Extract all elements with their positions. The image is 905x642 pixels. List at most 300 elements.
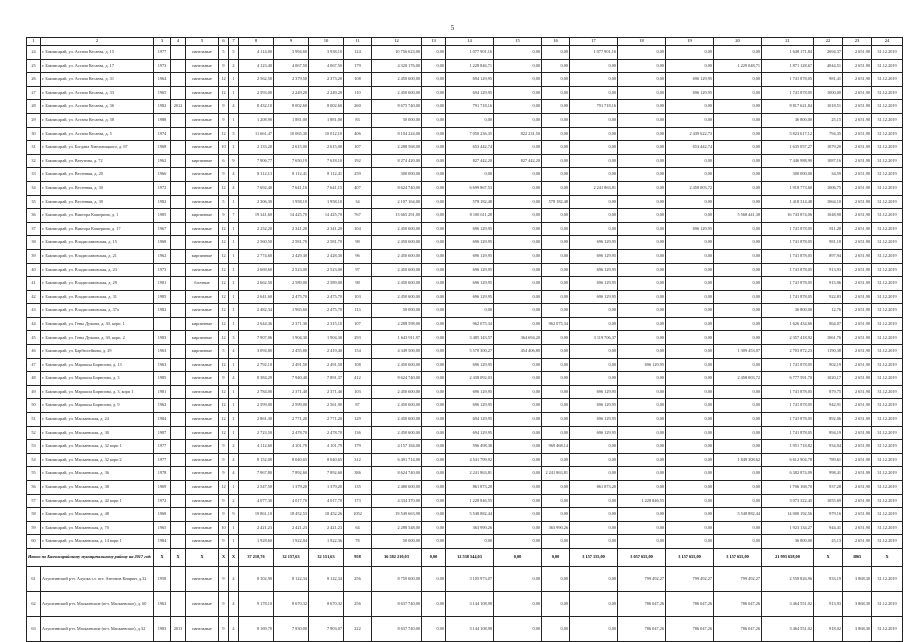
address-cell: г. Бакчисарай, ул. Астана Кесаева, д. 15 [41, 46, 154, 60]
table-cell: 0,00 [618, 86, 666, 100]
table-cell: 0,00 [422, 46, 446, 60]
table-cell: 0,00 [714, 426, 762, 440]
table-cell: 10 065,30 [274, 127, 309, 141]
table-cell: 933,19 [814, 566, 843, 591]
table-cell: 9 [219, 467, 229, 481]
table-cell: 0,00 [494, 385, 542, 399]
table-cell: 897,94 [814, 249, 843, 263]
table-cell: 8 104 224,00 [372, 127, 422, 141]
subtotal-cell: 958 [344, 548, 372, 566]
table-cell: 3 994,60 [274, 46, 309, 60]
table-row [27, 508, 903, 522]
table-cell: 2 288 598,00 [372, 317, 422, 331]
table-cell: 1 [229, 304, 239, 318]
table-cell: 0,00 [570, 222, 618, 236]
table-cell [171, 222, 186, 236]
table-cell: 2 450 600,00 [372, 413, 422, 427]
column-number-cell: 16 [542, 38, 570, 46]
table-cell: 1 706 168,70 [762, 481, 814, 495]
table-cell: 0,00 [494, 481, 542, 495]
table-cell: 1 [229, 317, 239, 331]
table-cell: 0,00 [422, 113, 446, 127]
table-cell: 0,00 [494, 317, 542, 331]
table-cell: 0,00 [494, 263, 542, 277]
table-cell: 0,00 [714, 481, 762, 495]
table-cell: панельные [186, 591, 219, 616]
column-number-row [27, 38, 903, 46]
table-cell: 913,93 [814, 263, 843, 277]
table-row [27, 399, 903, 413]
table-cell: 25 [27, 59, 41, 73]
table-cell: 694 129,95 [446, 73, 494, 87]
table-cell: 934,94 [814, 440, 843, 454]
table-cell: 1018,51 [814, 100, 843, 114]
table-cell: 0,00 [542, 616, 570, 641]
table-cell: 2 723,50 [239, 426, 274, 440]
table-cell: 0,00 [542, 358, 570, 372]
table-cell: 6 612 904,78 [762, 453, 814, 467]
table-cell: 1962 [154, 249, 171, 263]
table-cell: 0,00 [666, 345, 714, 359]
table-cell: 2 371,40 [274, 385, 309, 399]
table-cell: 11 661,47 [239, 127, 274, 141]
table-cell: 0,00 [714, 195, 762, 209]
table-cell: 0,00 [542, 222, 570, 236]
column-number-cell: 11 [344, 38, 372, 46]
table-cell: 107 [344, 317, 372, 331]
table-cell: 0,00 [618, 521, 666, 535]
table-cell: 1 922,04 [274, 535, 309, 549]
table-cell [171, 535, 186, 549]
table-cell: 1 871 128,67 [762, 59, 814, 73]
column-number-cell: 2 [41, 38, 154, 46]
table-cell: 12 [219, 127, 229, 141]
table-cell: 0,00 [714, 385, 762, 399]
address-cell: г. Бакчисарай, ул. Маскаевская, д. 70 [41, 521, 154, 535]
table-cell: 0,00 [570, 154, 618, 168]
table-cell: 1985 [154, 372, 171, 386]
table-cell: 3 144 108,98 [446, 616, 494, 641]
table-cell [171, 440, 186, 454]
table-cell: 2 599,00 [239, 399, 274, 413]
table-cell: панельные [186, 566, 219, 591]
table-cell: 31.12.2019 [872, 426, 903, 440]
table-cell: 412 [344, 372, 372, 386]
table-cell: панельные [186, 521, 219, 535]
table-cell: 0,00 [422, 73, 446, 87]
table-cell: 998,41 [814, 467, 843, 481]
table-row [27, 616, 903, 641]
table-cell: 28 [27, 100, 41, 114]
table-cell: 0,00 [714, 168, 762, 182]
table-cell: 2 450 600,00 [372, 236, 422, 250]
table-cell: 4 [229, 100, 239, 114]
table-cell: 2 241 863,81 [570, 181, 618, 195]
table-cell: 0,00 [542, 399, 570, 413]
table-cell: 2 458 003,72 [666, 181, 714, 195]
table-cell: 1 741 878,05 [762, 413, 814, 427]
table-cell: 259 [344, 168, 372, 182]
table-cell: 0,00 [714, 249, 762, 263]
table-cell: 879,75 [814, 385, 843, 399]
table-cell: 1 229 048,71 [714, 59, 762, 73]
table-cell: 8 637 740,00 [372, 616, 422, 641]
table-cell: 1972 [154, 181, 171, 195]
table-cell: 10 756 623,00 [372, 46, 422, 60]
table-cell: 12 [219, 385, 229, 399]
table-cell: 2 450 600,00 [372, 358, 422, 372]
table-cell: 0,00 [542, 372, 570, 386]
table-cell: 0,00 [618, 331, 666, 345]
table-cell: 0,00 [494, 46, 542, 60]
address-cell: г. Бакчисарай, ул. Владиславовская, д. 15 [41, 236, 154, 250]
table-cell: 0,00 [494, 304, 542, 318]
table-cell: 1 928,60 [239, 535, 274, 549]
table-cell: 1 923 134,27 [762, 521, 814, 535]
table-cell: 0,00 [618, 508, 666, 522]
table-cell: 0,00 [422, 168, 446, 182]
table-cell: 9 [219, 591, 229, 616]
table-cell: 0,00 [542, 304, 570, 318]
column-number-cell: 21 [762, 38, 814, 46]
table-cell: 35 [27, 195, 41, 209]
address-cell: г. Бакчисарай, ул. Владиславовская, д. 21 [41, 249, 154, 263]
table-cell: 2 651,90 [843, 168, 872, 182]
table-cell: 0,00 [422, 372, 446, 386]
table-cell: 0,00 [714, 467, 762, 481]
table-cell: 12 [219, 236, 229, 250]
table-cell: 2 475,70 [309, 304, 344, 318]
table-cell: 2 651,90 [843, 494, 872, 508]
table-cell: 16 743 874,06 [762, 209, 814, 223]
table-cell: 0,00 [542, 168, 570, 182]
table-cell: 2 651,90 [843, 317, 872, 331]
table-cell: 3 868,30 [843, 616, 872, 641]
table-cell: 2 651,90 [843, 453, 872, 467]
table-cell: 31.12.2019 [872, 277, 903, 291]
table-cell: 696 129,95 [446, 290, 494, 304]
table-cell: 0,00 [666, 426, 714, 440]
table-cell: 2 429,30 [274, 249, 309, 263]
table-cell: 37 [27, 222, 41, 236]
table-cell: 8 675 740,00 [372, 100, 422, 114]
table-cell: панельные [186, 304, 219, 318]
table-cell: 31.12.2019 [872, 154, 903, 168]
table-cell: 9 [219, 535, 229, 549]
table-cell: 300 000,00 [762, 168, 814, 182]
table-cell: 0,00 [666, 249, 714, 263]
table-cell: 0,00 [666, 521, 714, 535]
table-cell: 78 [344, 535, 372, 549]
address-cell: г. Бакчисарай, ул. Владиславовская, д. 29 [41, 277, 154, 291]
table-cell: 8 002,60 [309, 100, 344, 114]
table-cell: 6 382 874,09 [762, 467, 814, 481]
table-cell: 0,00 [618, 209, 666, 223]
table-cell: 7 891,37 [309, 372, 344, 386]
table-cell: 2 651,90 [843, 467, 872, 481]
address-cell: г. Бакчисарай, ул. Астана Кесаева, д. 36 [41, 100, 154, 114]
table-cell: 7 [229, 209, 239, 223]
table-cell: 1 077 901,16 [570, 46, 618, 60]
table-cell: 0,00 [422, 481, 446, 495]
table-cell: 1 [229, 399, 239, 413]
table-cell: 2 562,50 [239, 73, 274, 87]
table-cell: 786 047,26 [666, 616, 714, 641]
table-cell: 1973 [154, 263, 171, 277]
table-cell: 0,00 [494, 616, 542, 641]
table-cell: блочные [186, 277, 219, 291]
table-cell: 31.12.2019 [872, 168, 903, 182]
table-cell: 1973 [154, 59, 171, 73]
table-cell: 2 558 826,96 [762, 566, 814, 591]
table-cell: 0,00 [570, 616, 618, 641]
table-cell: 19 861,10 [239, 508, 274, 522]
table-cell: 1 [229, 236, 239, 250]
table-row [27, 481, 903, 495]
table-cell: 0,00 [714, 317, 762, 331]
table-cell: 13 665 291,00 [372, 209, 422, 223]
address-cell: г. Бакчисарай, ул. Астана Кесаева, д. 5 [41, 127, 154, 141]
table-cell: 2 547,50 [239, 481, 274, 495]
table-cell: 9 [229, 508, 239, 522]
table-cell: 7 650,19 [274, 154, 309, 168]
table-row [27, 236, 903, 250]
table-cell: 1 635 057,27 [762, 141, 814, 155]
table-cell [171, 566, 186, 591]
table-cell: 0,00 [666, 399, 714, 413]
table-cell: 33 [27, 168, 41, 182]
table-cell: 312 [344, 453, 372, 467]
table-cell: 0,00 [422, 304, 446, 318]
table-cell: 0,00 [666, 46, 714, 60]
table-row [27, 566, 903, 591]
table-cell: 38 [27, 236, 41, 250]
table-cell: 694 129,95 [446, 426, 494, 440]
table-row [27, 86, 903, 100]
table-cell: 43 [27, 304, 41, 318]
table-cell: панельные [186, 195, 219, 209]
table-cell: 1962 [154, 399, 171, 413]
table-cell: 2 379,50 [274, 73, 309, 87]
table-cell: 406 [344, 127, 372, 141]
table-cell: 12 [219, 358, 229, 372]
table-cell: 0,00 [542, 127, 570, 141]
table-cell: 0,00 [570, 168, 618, 182]
table-cell: 0,00 [422, 494, 446, 508]
table-cell: 0,00 [714, 222, 762, 236]
table-cell: 2 523,00 [309, 263, 344, 277]
table-cell: 0,00 [666, 440, 714, 454]
subtotal-cell: 0,00 [542, 548, 570, 566]
table-cell [171, 73, 186, 87]
table-cell: 0,00 [422, 399, 446, 413]
table-cell: 0,00 [494, 440, 542, 454]
table-cell: 0,00 [542, 453, 570, 467]
table-cell: 4 [229, 168, 239, 182]
table-cell: 0,00 [618, 113, 666, 127]
table-cell [171, 591, 186, 616]
subtotal-cell: 3 157 655,00 [714, 548, 762, 566]
table-cell: 6 699 867,53 [446, 181, 494, 195]
table-cell: 2 450 600,00 [372, 399, 422, 413]
table-cell: 2 784,00 [239, 385, 274, 399]
table-cell: 2 651,90 [843, 181, 872, 195]
table-cell: 1972 [154, 494, 171, 508]
table-cell: 0,00 [666, 100, 714, 114]
table-cell: 0,00 [618, 426, 666, 440]
table-cell: 0,00 [494, 168, 542, 182]
table-row [27, 535, 903, 549]
table-cell: 24 [27, 46, 41, 60]
table-cell: 1977 [154, 453, 171, 467]
table-cell: 1 958,10 [309, 195, 344, 209]
table-cell: 578 182,48 [542, 195, 570, 209]
table-cell: 0,00 [618, 290, 666, 304]
table-cell: 0,00 [666, 481, 714, 495]
table-cell: 2 651,90 [843, 141, 872, 155]
table-cell: 2 133,20 [239, 141, 274, 155]
table-cell: 0,00 [542, 154, 570, 168]
table-cell [171, 168, 186, 182]
table-cell: 31.12.2019 [872, 453, 903, 467]
table-cell: 979,16 [814, 508, 843, 522]
table-cell: кирпичные [186, 331, 219, 345]
table-cell: 1 [229, 481, 239, 495]
table-cell: 2 341,20 [274, 222, 309, 236]
table-cell: 2 651,90 [843, 358, 872, 372]
table-cell: 0,00 [666, 59, 714, 73]
table-cell: 0,00 [618, 345, 666, 359]
table-cell: 31.12.2019 [872, 591, 903, 616]
table-cell: 256 [344, 566, 372, 591]
table-cell: 1 741 878,05 [762, 73, 814, 87]
table-cell: 2013 [171, 616, 186, 641]
table-cell: 173 [344, 494, 372, 508]
table-cell: 0,00 [494, 467, 542, 481]
column-number-cell: 10 [309, 38, 344, 46]
table-cell [171, 304, 186, 318]
address-cell: Алуштинский р-н. Маскаевские (пгт. Маскаевское), д.32 [41, 616, 154, 641]
table-cell: 0,00 [446, 113, 494, 127]
table-cell: 789,61 [814, 453, 843, 467]
address-cell: г. Бакчисарай, ул. Весенняя, д. 30 [41, 181, 154, 195]
table-cell: 2 861,30 [239, 413, 274, 427]
table-cell: 2 651,90 [843, 154, 872, 168]
address-cell: Алуштинский р-н. Алупка сл. пгт. Антонов Киприн, д.32 [41, 566, 154, 591]
table-cell: 1 [229, 86, 239, 100]
table-cell: 0,00 [446, 535, 494, 549]
address-cell: г. Бакчисарай, ул. Маскаевская, д. 24 [41, 413, 154, 427]
table-row [27, 385, 903, 399]
table-cell: 2 651,90 [843, 372, 872, 386]
table-cell: 0,00 [666, 331, 714, 345]
table-cell: 4 541 799,92 [446, 453, 494, 467]
table-cell: 2 792,10 [239, 358, 274, 372]
table-cell: 0,00 [422, 453, 446, 467]
table-cell: 2 651,90 [843, 236, 872, 250]
table-cell: 8 759 600,00 [372, 566, 422, 591]
table-cell: 596 498,38 [446, 440, 494, 454]
table-cell: 107 [344, 141, 372, 155]
table-cell: 786 047,26 [714, 591, 762, 616]
table-cell: 4 [229, 566, 239, 591]
table-cell: 1 418 314,48 [762, 195, 814, 209]
table-cell: 2 450 600,00 [372, 222, 422, 236]
table-cell: панельные [186, 426, 219, 440]
table-cell: 861 873,20 [446, 481, 494, 495]
table-cell: 0,00 [714, 127, 762, 141]
table-cell: 0,00 [494, 521, 542, 535]
table-cell: 0,00 [666, 494, 714, 508]
table-row [27, 331, 903, 345]
table-cell: 791 718,16 [570, 100, 618, 114]
table-cell: 407 [344, 181, 372, 195]
table-cell: 31.12.2019 [872, 263, 903, 277]
table-cell: 363 990,26 [542, 521, 570, 535]
table-cell: 1055,69 [814, 494, 843, 508]
table-cell: 0,00 [570, 304, 618, 318]
table-cell: 2 241 863,81 [542, 467, 570, 481]
table-cell [171, 494, 186, 508]
table-cell: 0,00 [570, 358, 618, 372]
table-cell: 2 599,00 [274, 399, 309, 413]
table-cell: 3 144 108,98 [446, 591, 494, 616]
table-cell: 8 102,90 [239, 566, 274, 591]
table-cell [171, 508, 186, 522]
table-cell: 0,00 [570, 317, 618, 331]
table-cell: 0,00 [494, 290, 542, 304]
table-cell: 864,07 [814, 317, 843, 331]
table-cell: 31.12.2019 [872, 521, 903, 535]
table-cell: 1 309 453,07 [714, 345, 762, 359]
table-cell: 6 [219, 154, 229, 168]
table-cell: 0,00 [542, 277, 570, 291]
table-cell: 2 651,90 [843, 535, 872, 549]
table-cell: 5 823 617,12 [762, 127, 814, 141]
table-row [27, 154, 903, 168]
table-cell: 10 [219, 521, 229, 535]
table-cell: 7 906,77 [239, 154, 274, 168]
table-cell: 18 452,53 [274, 508, 309, 522]
table-cell: 0,00 [570, 566, 618, 591]
table-cell: 2 593,00 [239, 86, 274, 100]
table-cell [171, 249, 186, 263]
table-cell: 0,00 [494, 73, 542, 87]
table-cell: 0,00 [714, 113, 762, 127]
table-cell: 0,00 [618, 249, 666, 263]
table-cell: 696 129,95 [570, 399, 618, 413]
subtotal-cell: X [872, 548, 903, 566]
table-cell: 2 371,30 [274, 317, 309, 331]
table-cell: 0,00 [570, 195, 618, 209]
subtotal-cell: X [154, 548, 171, 566]
table-cell: 2 561,90 [309, 399, 344, 413]
table-cell: 0,00 [422, 317, 446, 331]
table-cell: 4 017,70 [274, 494, 309, 508]
table-cell: 2 581,70 [274, 236, 309, 250]
table-cell: 8 624 740,00 [372, 467, 422, 481]
table-cell: 31.12.2019 [872, 566, 903, 591]
table-cell: 2 450 600,00 [372, 263, 422, 277]
table-cell: 0,00 [570, 59, 618, 73]
table-cell: 154 [344, 345, 372, 359]
table-cell: 10 012,10 [309, 127, 344, 141]
table-cell: 7 903,07 [309, 616, 344, 641]
table-cell: 981,41 [814, 73, 843, 87]
table-cell: 2 [229, 440, 239, 454]
table-cell: 1087,16 [814, 154, 843, 168]
table-cell: 1 077 901,16 [446, 46, 494, 60]
